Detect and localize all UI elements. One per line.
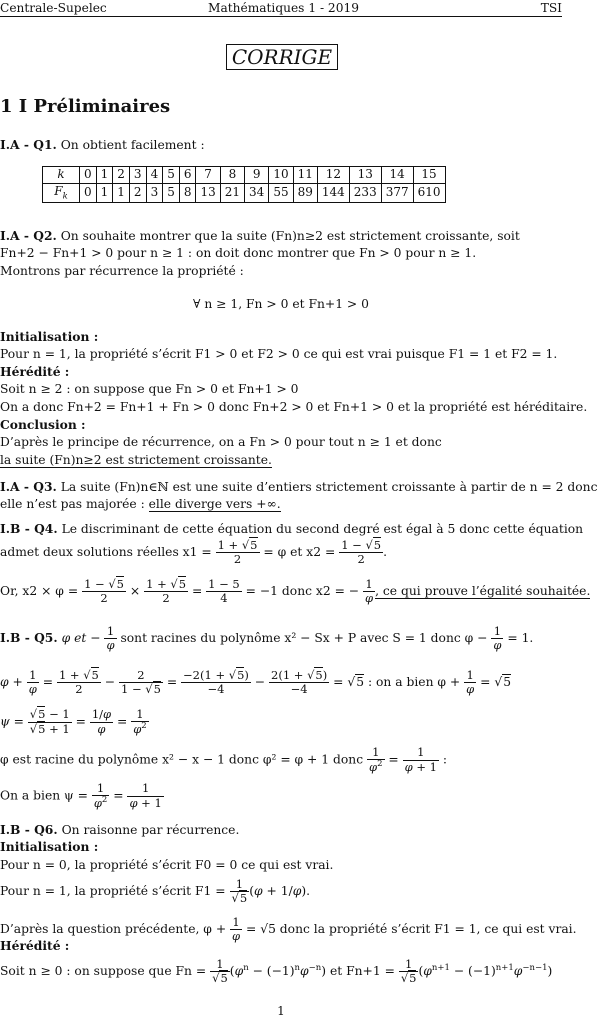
q6-init-3b: = √5 donc la propriété s’écrit F1 = 1, ce qui est vrai. [246, 922, 577, 937]
q5-label: I.B - Q5. [0, 630, 58, 646]
table-row-f [43, 183, 446, 203]
q2-conclusion-boxed: la suite (Fn)n≥2 est strictement croissante. [0, 453, 272, 467]
q1-paragraph [0, 137, 205, 153]
table-cell-k: 2 [113, 167, 130, 184]
table-cell-k: 5 [163, 167, 180, 184]
table-row-label [43, 167, 80, 184]
fraction: $\frac{1 - 5}{4}$ [208, 577, 240, 606]
section-heading: 1 I Préliminaires [0, 96, 171, 117]
q6-hered-1b: et Fn+1 = [329, 964, 395, 979]
table-cell-f: 1 [96, 183, 113, 203]
table-cell-f: 13 [196, 183, 220, 203]
table-cell-k: 7 [196, 167, 220, 184]
page-number: 1 [277, 1004, 285, 1018]
q2-hered-text-2: On a donc Fn+2 = Fn+1 + Fn > 0 donc Fn+2 > 0 et Fn+1 > 0 et la propriété est héréditaire. [0, 400, 588, 414]
table-cell-f: 610 [413, 183, 445, 203]
table-cell-k: 14 [381, 167, 413, 184]
fraction: $\frac{1}{\varphi}$ [232, 915, 241, 944]
fraction: $\frac{1}{\varphi}$ [493, 624, 502, 653]
q2-line-1 [0, 228, 520, 244]
q3-line-2 [0, 496, 281, 512]
q6-hered-1: Soit n ≥ 0 : on suppose que Fn = $\frac{1}{√5}$ $(\varphi^n - (-1)^n\varphi^{-n})$ et Fn+1 = $\frac{1}{√5}$ $(\varphi^{n+1} - (-1)^{n+1}\varphi^{-n-1})$ [0, 957, 553, 986]
q4-line-3: Or, x2 × φ = $\frac{1 - √5}{2}$ × $\frac{1 + √5}{2}$ = $\frac{1 - 5}{4}$ = −1 donc x2 = − $\frac{1}{\varphi}$ , ce qui prouve l’égalité souhaitée. [0, 577, 591, 606]
q6-init-1: Pour n = 0, la propriété s’écrit F0 = 0 ce qui est vrai. [0, 858, 334, 872]
q5-line-4: φ est racine du polynôme x² − x − 1 donc φ² = φ + 1 donc $\frac{1}{\varphi^2}$ = $\frac{1}{\varphi + 1}$ : [0, 745, 448, 775]
q4-label: I.B - Q4. [0, 521, 58, 536]
table-cell-k: 13 [349, 167, 381, 184]
q6-init-2: Pour n = 1, la propriété s’écrit F1 = $\frac{1}{√5}$ (φ + 1/φ). [0, 877, 311, 906]
fraction: $\frac{1 - √5}{2}$ [84, 577, 124, 606]
table-row-k [43, 167, 446, 184]
q5-text-1c: = 1. [507, 631, 534, 646]
header-left: Centrale-Supelec [0, 1, 107, 15]
q5-text-1b: sont racines du polynôme x² − Sx + P avec S = 1 donc φ − [120, 631, 488, 646]
q2-line-2: Fn+2 − Fn+1 > 0 pour n ≥ 1 : on doit donc montrer que Fn > 0 pour n ≥ 1. [0, 246, 477, 260]
q6-label: I.B - Q6. [0, 822, 58, 837]
fraction: $\frac{1 + √5}{2}$ [58, 668, 99, 697]
table-cell-k: 8 [220, 167, 244, 184]
q4-line-2: admet deux solutions réelles x1 = $\frac{1 + √5}{2}$ = φ et x2 = $\frac{1 - √5}{2}$ . [0, 538, 388, 567]
q4-line-1 [0, 521, 583, 537]
q4-text-2a: admet deux solutions réelles x1 = [0, 545, 212, 560]
fraction: $\frac{1}{\varphi + 1}$ [404, 745, 437, 774]
q3-label: I.A - Q3. [0, 479, 57, 494]
q2-init-label: Initialisation : [0, 329, 99, 344]
q6-line-1 [0, 822, 239, 838]
q2-concl-label: Conclusion : [0, 417, 86, 432]
fraction: $\frac{1 + √5}{2}$ [217, 538, 258, 567]
q5-text-5a: On a bien ψ = [0, 788, 88, 803]
table-cell-f: 144 [317, 183, 349, 203]
q4-text-3b: donc x2 = − [281, 584, 360, 599]
q2-concl-text-1: D’après le principe de récurrence, on a Fn > 0 pour tout n ≥ 1 et donc [0, 435, 442, 449]
table-cell-f: 233 [349, 183, 381, 203]
header-rule [0, 16, 562, 17]
table-cell-k: 9 [245, 167, 269, 184]
table-cell-f: 1 [113, 183, 130, 203]
table-cell-k: 11 [293, 167, 317, 184]
q2-line-3: Montrons par récurrence la propriété : [0, 264, 244, 278]
fraction: $\frac{1}{\varphi^2}$ [93, 781, 108, 811]
q4-text-2b: = φ et x2 = [263, 545, 336, 560]
table-cell-k: 3 [129, 167, 146, 184]
table-cell-f: 0 [80, 183, 97, 203]
table-cell-f: 5 [163, 183, 180, 203]
q6-text-1: On raisonne par récurrence. [61, 823, 240, 837]
fraction: $\frac{1}{\varphi^2}$ [133, 707, 147, 737]
table-cell-f: 34 [245, 183, 269, 203]
q5-text-1a: φ et − [61, 631, 101, 646]
q4-text-1: Le discriminant de cette équation du second degré est égal à 5 donc cette équation [61, 522, 584, 536]
q2-label: I.A - Q2. [0, 228, 57, 243]
table-cell-f: 377 [381, 183, 413, 203]
table-cell-k: 10 [269, 167, 293, 184]
q6-init-2-text: Pour n = 1, la propriété s’écrit F1 = [0, 884, 226, 899]
table-cell-f: 8 [179, 183, 196, 203]
q5-text-4a: φ est racine du polynôme x² − x − 1 donc φ² = φ + 1 donc [0, 752, 364, 767]
q4-conclusion-boxed: , ce qui prouve l’égalité souhaitée. [375, 584, 591, 599]
fraction: $\frac{-2(1 + √5)}{-4}$ [183, 668, 249, 697]
q6-hered-label: Hérédité : [0, 938, 70, 953]
fraction: $\frac{2}{1 - √5}$ [120, 668, 161, 697]
fraction: $\frac{2(1 + √5)}{-4}$ [271, 668, 328, 697]
table-row-label: $F_k$ [43, 183, 80, 203]
fraction: $\frac{1 - √5}{2}$ [341, 538, 382, 567]
q5-line-5: On a bien ψ = $\frac{1}{\varphi^2}$ = $\frac{1}{\varphi + 1}$ [0, 781, 162, 811]
fraction: $\frac{1}{\varphi}$ [28, 668, 37, 697]
fraction: $\frac{1}{√5}$ [400, 957, 417, 986]
table-cell-k: 0 [80, 167, 97, 184]
q2-hered-label: Hérédité : [0, 364, 70, 379]
q3-line-1 [0, 479, 598, 495]
q1-label: I.A - Q1. [0, 137, 57, 152]
header-right: TSI [540, 1, 562, 15]
q6-init-3 [0, 916, 577, 943]
fraction: $\frac{1}{\varphi}$ [365, 577, 374, 606]
q3-text-2a: elle n’est pas majorée : [0, 497, 145, 511]
fraction: $\frac{√5 - 1}{√5 + 1}$ [29, 707, 70, 736]
fraction: $\frac{1}{\varphi}$ [106, 624, 115, 653]
table-cell-k: 6 [179, 167, 196, 184]
table-cell-k: 15 [413, 167, 445, 184]
fraction: $\frac{1}{√5}$ [212, 957, 228, 986]
k-label: k [57, 167, 65, 181]
q2-init-text: Pour n = 1, la propriété s’écrit F1 > 0 et F2 > 0 ce qui est vrai puisque F1 = 1 et F2 = 1. [0, 347, 558, 361]
q2-proposition: ∀ n ≥ 1, Fn > 0 et Fn+1 > 0 [193, 297, 369, 311]
q6-hered-1a: Soit n ≥ 0 : on suppose que Fn = [0, 964, 207, 979]
fraction: $\frac{1}{√5}$ [231, 877, 248, 906]
q3-conclusion-boxed: elle diverge vers +∞. [148, 497, 281, 511]
q4-text-3a: Or, x2 × φ = [0, 584, 79, 599]
table-cell-k: 12 [317, 167, 349, 184]
fraction: $\frac{1}{\varphi + 1}$ [129, 781, 162, 810]
q5-line-3: ψ = $\frac{√5 - 1}{√5 + 1}$ = $\frac{1/\varphi}{\varphi}$ = $\frac{1}{\varphi^2}$ [0, 707, 147, 737]
q5-text-2: : on a bien φ + [367, 675, 461, 690]
page-header [0, 0, 562, 15]
q1-text: On obtient facilement : [60, 138, 205, 152]
q5-line-2: φ + $\frac{1}{\varphi}$ = $\frac{1 + √5}{2}$ − $\frac{2}{1 - √5}$ = $\frac{-2(1 + √5)}{-4}$ − $\frac{2(1 + √5)}{-4}$ = √5 : on a bien φ + $\frac{1}{\varphi}$ = √5 [0, 668, 512, 697]
q6-init-3a: D’après la question précédente, φ + [0, 922, 227, 937]
q2-hered-text-1: Soit n ≥ 2 : on suppose que Fn > 0 et Fn+1 > 0 [0, 382, 299, 396]
fraction: $\frac{1/\varphi}{\varphi}$ [91, 707, 112, 736]
table-cell-k: 1 [96, 167, 113, 184]
q2-text-1: On souhaite montrer que la suite (Fn)n≥2 est strictement croissante, soit [60, 229, 520, 243]
table-cell-f: 2 [129, 183, 146, 203]
table-cell-f: 3 [146, 183, 163, 203]
document-title: CORRIGE [226, 44, 338, 70]
table-cell-k: 4 [146, 167, 163, 184]
table-cell-f: 55 [269, 183, 293, 203]
header-center: Mathématiques 1 - 2019 [208, 1, 359, 15]
fraction: $\frac{1}{\varphi^2}$ [369, 745, 383, 775]
q5-line-1 [0, 625, 533, 652]
fraction: $\frac{1}{\varphi}$ [466, 668, 475, 697]
fibonacci-table [42, 166, 446, 203]
q3-text-1: La suite (Fn)n∈ℕ est une suite d’entiers strictement croissante à partir de n = 2 donc [60, 480, 598, 494]
table-cell-f: 89 [293, 183, 317, 203]
q6-init-label: Initialisation : [0, 839, 99, 854]
q2-concl-text-2 [0, 452, 272, 468]
table-cell-f: 21 [220, 183, 244, 203]
fraction: $\frac{1 + √5}{2}$ [146, 577, 187, 606]
